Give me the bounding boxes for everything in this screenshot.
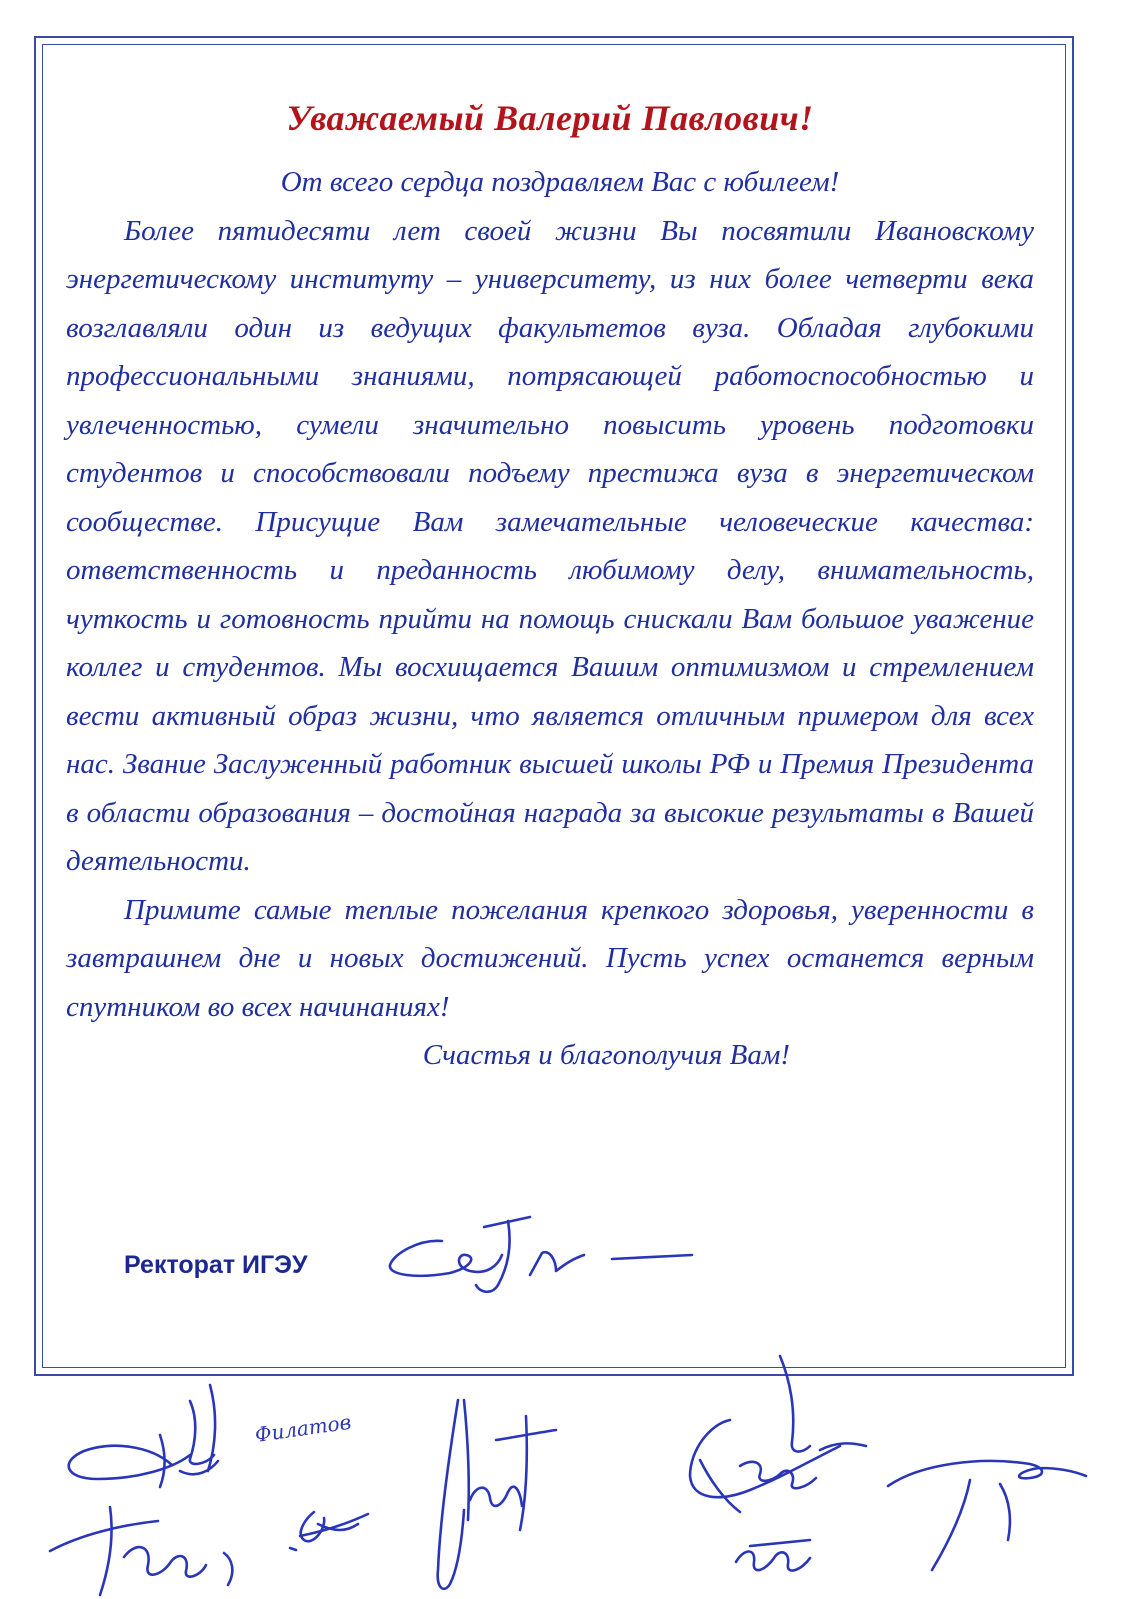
signature-2-name: Филатов bbox=[253, 1409, 353, 1447]
letter-body bbox=[66, 88, 1034, 1080]
signature-1 bbox=[40, 1375, 260, 1599]
signature-5 bbox=[880, 1440, 1100, 1599]
main-paragraph: Более пятидесяти лет своей жизни Вы посвятили Ивановскому энергетическому институту – университету, из них более четверти века возглавляли один из ведущих факультетов вуза. Обладая глубокими профессиональными знаниями, потрясающей работоспособностью и увлеченностью, сумели значительно повысить уровень подготовки студентов и способствовали подъему престижа вуза в энергетическом сообществе. Присущие Вам замечательные человеческие качества: ответственность и преданность любимому делу, внимательность, чуткость и готовность прийти на помощь снискали Вам большое уважение коллег и студентов. Мы восхищается Вашим оптимизмом и стремлением вести активный образ жизни, что является отличным примером для всех нас. Звание Заслуженный работник высшей школы РФ и Премия Президента в области образования – достойная награда за высокие результаты в Вашей деятельности. bbox=[66, 214, 1034, 877]
signature-2 bbox=[250, 1400, 390, 1590]
closing-wish: Счастья и благополучия Вам! bbox=[422, 1039, 790, 1071]
signature-4 bbox=[640, 1350, 880, 1599]
signature-3 bbox=[410, 1380, 570, 1599]
wishes-paragraph: Примите самые теплые пожелания крепкого здоровья, уверенности в завтрашнем дне и новых достижений. Пусть успех останется верным спутником во всех начинаниях! bbox=[66, 893, 1034, 1023]
signer-label: Ректорат ИГЭУ bbox=[124, 1251, 308, 1279]
letter-title: Уважаемый Валерий Павлович! bbox=[286, 98, 814, 138]
greeting-line: От всего сердца поздравляем Вас с юбилеем! bbox=[280, 166, 840, 198]
rector-signature bbox=[380, 1205, 710, 1315]
